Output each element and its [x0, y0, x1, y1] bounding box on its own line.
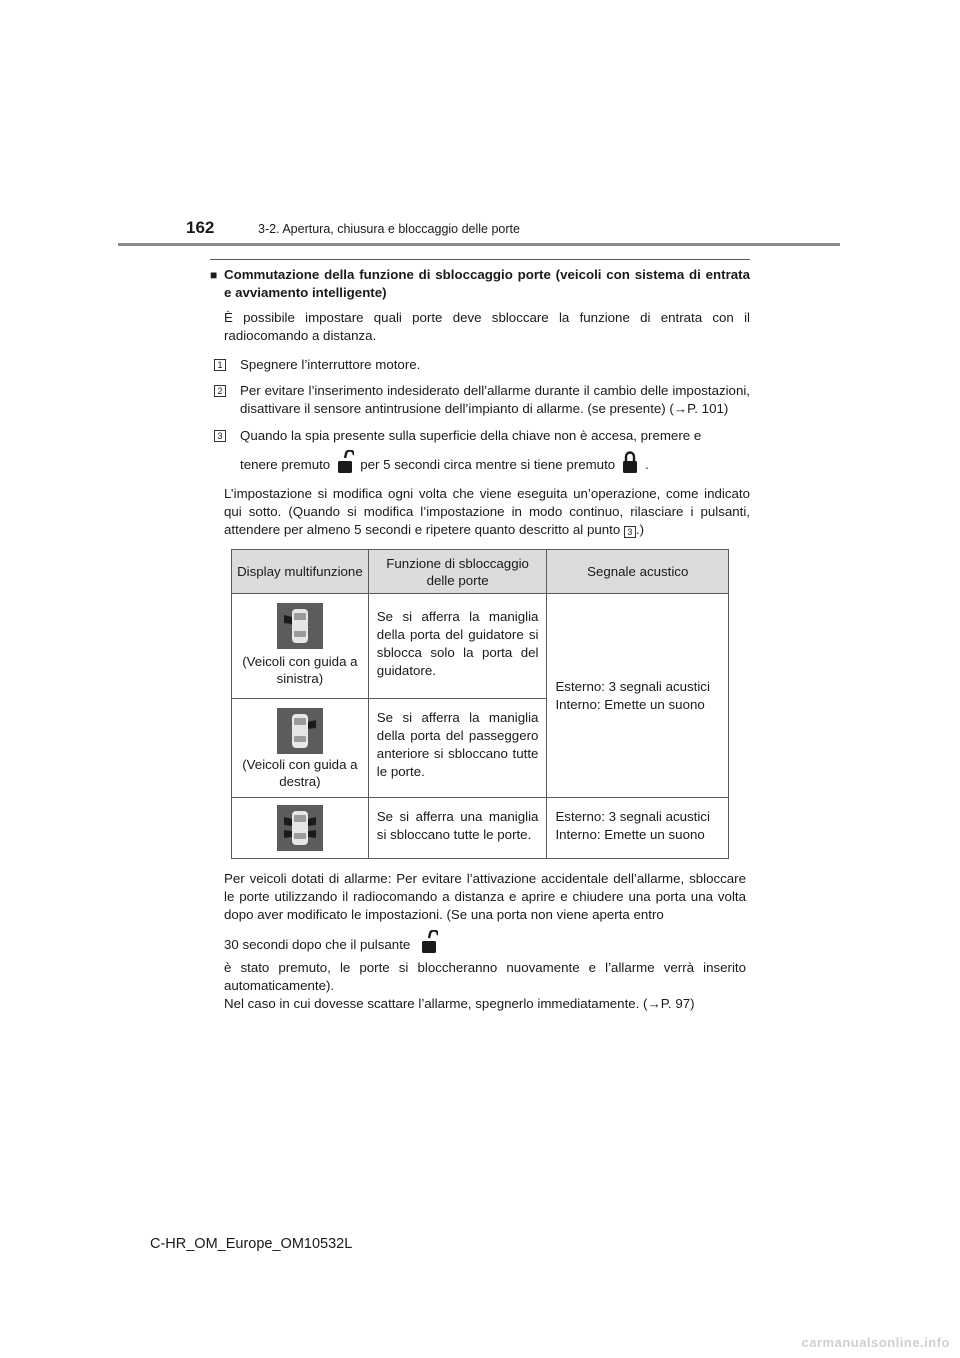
display-cell [232, 798, 369, 859]
step-3-text-b: tenere premuto [240, 456, 331, 472]
step-3-line-1: Quando la spia presente sulla superficie della chiave non è accesa, premere e [240, 428, 702, 443]
section-rule [210, 259, 750, 260]
step-ref: 3 [624, 526, 636, 538]
table-header-row [232, 550, 729, 594]
table-row [232, 594, 729, 699]
note-line-button [224, 930, 746, 959]
after-steps-text-b: .) [635, 522, 645, 537]
chapter-title: 3-2. Apertura, chiusura e bloccaggio delle porte [258, 222, 520, 236]
step-text: Spegnere l’interruttore motore. [240, 357, 421, 372]
section-heading [210, 266, 750, 302]
section-heading-text: Commutazione della funzione di sbloccaggio porte (veicoli con sistema di entrata e avviamento intelligente) [224, 267, 750, 300]
car-doors-icon [277, 603, 323, 649]
display-cell [232, 594, 369, 699]
table-header: Segnale acustico [547, 550, 729, 594]
note-text-c: è stato premuto, le porte si bloccheranno nuovamente e l’allarme verrà inserito automaticamente). [224, 960, 746, 993]
function-cell: Se si afferra una maniglia si sbloccano tutte le porte. [368, 798, 547, 859]
step-number: 3 [214, 430, 226, 442]
section-marker: ■ [210, 268, 218, 282]
step-2 [214, 382, 750, 418]
step-number: 1 [214, 359, 226, 371]
section-content [210, 266, 750, 539]
note-text-a: Per veicoli dotati di allarme: Per evitare l’attivazione accidentale dell’allarme, sbloccare le porte utilizzando il radiocomando a distanza e aprire e chiudere una porta una volta dopo aver modificato le impostazioni. (Se una porta non viene aperta entro [224, 871, 746, 922]
step-3 [214, 427, 750, 479]
watermark: carmanualsonline.info [801, 1335, 950, 1350]
row-caption: (Veicoli con guida a destra) [242, 757, 358, 789]
signal-cell: Esterno: 3 segnali acustici Interno: Emette un suono [547, 594, 729, 798]
function-cell: Se si afferra la maniglia della porta del passeggero anteriore si sbloccano tutte le porte. [368, 699, 547, 798]
step-text [240, 427, 750, 479]
page-number: 162 [186, 218, 215, 237]
lock-icon [621, 450, 639, 479]
step-1 [214, 356, 750, 374]
row-caption: (Veicoli con guida a sinistra) [242, 654, 358, 686]
section-intro: È possibile impostare quali porte deve sbloccare la funzione di entrata con il radiocomando a distanza. [224, 310, 750, 343]
alarm-note [224, 870, 746, 1013]
step-3-line-2 [240, 450, 750, 479]
note-text-b: 30 secondi dopo che il pulsante [224, 936, 411, 952]
car-doors-icon [277, 805, 323, 851]
header-rule [118, 243, 840, 246]
step-text: Per evitare l’inserimento indesiderato dell’allarme durante il cambio delle impostazioni, disattivare il sensore antintrusione dell’impianto di allarme. (se presente) (→P. 101) [240, 383, 750, 416]
step-number: 2 [214, 385, 226, 397]
function-cell: Se si afferra la maniglia della porta del guidatore si sblocca solo la porta del guidatore. [368, 594, 547, 699]
step-3-text-c: per 5 secondi circa mentre si tiene premuto [360, 456, 616, 472]
after-steps-text-a: L’impostazione si modifica ogni volta che viene eseguita un’operazione, come indicato qui sotto. (Quando si modifica l’impostazione in modo continuo, rilasciare i pulsanti, attendere per almeno 5 secondi e ripetere quanto descritto al punto [224, 486, 750, 537]
settings-table [231, 549, 729, 859]
car-doors-icon [277, 708, 323, 754]
table-header: Display multifunzione [232, 550, 369, 594]
unlock-icon [336, 450, 354, 479]
after-steps-text [224, 485, 750, 539]
table-header: Funzione di sbloccaggio delle porte [368, 550, 547, 594]
signal-cell: Esterno: 3 segnali acustici Interno: Emette un suono [547, 798, 729, 859]
table-row [232, 798, 729, 859]
note-text-d: Nel caso in cui dovesse scattare l’allarme, spegnerlo immediatamente. (→P. 97) [224, 996, 695, 1011]
unlock-icon [420, 930, 438, 959]
display-cell [232, 699, 369, 798]
step-3-text-d: . [645, 456, 649, 472]
footer-doc-code: C-HR_OM_Europe_OM10532L [150, 1236, 353, 1252]
